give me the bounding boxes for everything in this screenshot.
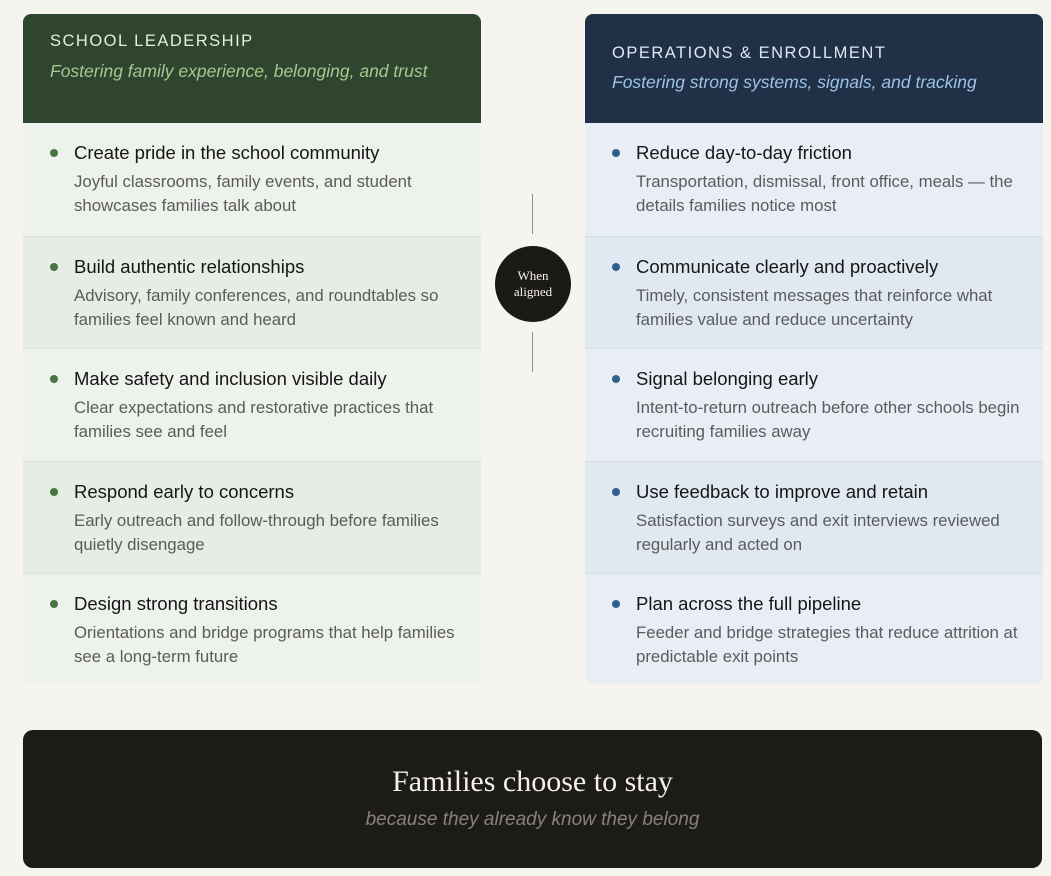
conclusion-subtitle: because they already know they belong <box>365 809 700 830</box>
operations-enrollment-panel <box>585 14 1043 684</box>
item-title: Signal belonging early <box>636 368 819 390</box>
operations-enrollment-header <box>585 14 1043 123</box>
operations-enrollment-list <box>585 123 1043 684</box>
bullet-dot-icon <box>612 375 620 383</box>
item-description: Intent-to-return outreach before other schools begin recruiting families away <box>636 398 1020 442</box>
item-description: Satisfaction surveys and exit interviews reviewed regularly and acted on <box>636 510 1000 554</box>
list-item <box>585 348 1043 461</box>
bullet-dot-icon <box>50 149 58 157</box>
item-description: Clear expectations and restorative practices that families see and feel <box>74 398 434 442</box>
list-item <box>585 573 1043 684</box>
bullet-dot-icon <box>50 263 58 271</box>
item-title: Make safety and inclusion visible daily <box>74 368 387 390</box>
item-title: Reduce day-to-day friction <box>636 142 852 163</box>
bullet-dot-icon <box>50 600 58 608</box>
item-description: Timely, consistent messages that reinforce what families value and reduce uncertainty <box>636 285 993 329</box>
list-item <box>23 461 481 574</box>
list-item <box>23 123 481 236</box>
connector-line-top <box>532 194 533 234</box>
list-item <box>585 236 1043 349</box>
item-description: Early outreach and follow-through before families quietly disengage <box>74 510 439 554</box>
connector-line-bottom <box>532 332 533 372</box>
item-title: Create pride in the school community <box>74 142 380 163</box>
when-aligned-badge <box>495 246 571 322</box>
bullet-dot-icon <box>50 488 58 496</box>
list-item <box>23 348 481 461</box>
item-description: Joyful classrooms, family events, and student showcases families talk about <box>74 172 412 215</box>
item-title: Plan across the full pipeline <box>636 593 862 615</box>
school-leadership-header <box>23 14 481 123</box>
item-title: Design strong transitions <box>74 593 278 615</box>
conclusion-banner <box>23 730 1042 868</box>
item-title: Respond early to concerns <box>74 480 295 502</box>
conclusion-title: Families choose to stay <box>392 765 673 798</box>
list-item <box>585 461 1043 574</box>
item-description: Orientations and bridge programs that help families see a long-term future <box>74 623 455 667</box>
item-description: Advisory, family conferences, and roundtables so families feel known and heard <box>74 285 439 329</box>
operations-enrollment-title: OPERATIONS & ENROLLMENT <box>612 44 887 62</box>
school-leadership-panel <box>23 14 481 684</box>
badge-line-1: When <box>517 268 549 283</box>
item-description: Feeder and bridge strategies that reduce attrition at predictable exit points <box>636 623 1018 667</box>
school-leadership-title: SCHOOL LEADERSHIP <box>50 32 254 50</box>
bullet-dot-icon <box>612 149 620 157</box>
bullet-dot-icon <box>50 375 58 383</box>
item-title: Use feedback to improve and retain <box>636 480 929 502</box>
list-item <box>23 236 481 349</box>
list-item <box>23 573 481 684</box>
school-leadership-subtitle: Fostering family experience, belonging, and trust <box>50 61 428 81</box>
bullet-dot-icon <box>612 600 620 608</box>
bullet-dot-icon <box>612 488 620 496</box>
school-leadership-list <box>23 123 481 684</box>
operations-enrollment-subtitle: Fostering strong systems, signals, and tracking <box>612 72 977 92</box>
item-title: Communicate clearly and proactively <box>636 255 939 277</box>
item-title: Build authentic relationships <box>74 255 305 277</box>
badge-line-2: aligned <box>513 284 553 299</box>
list-item <box>585 123 1043 236</box>
item-description: Transportation, dismissal, front office, meals — the details families notice most <box>636 172 1013 215</box>
bullet-dot-icon <box>612 263 620 271</box>
